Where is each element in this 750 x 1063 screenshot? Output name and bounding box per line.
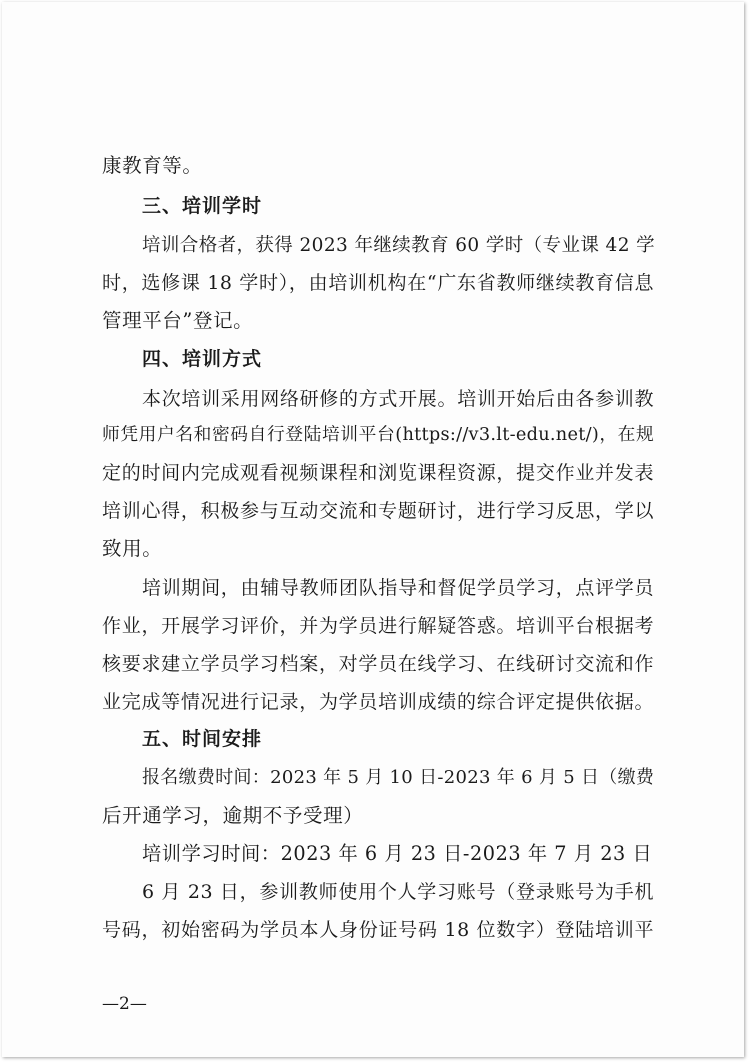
body-line: 6 月 23 日，参训教师使用个人学习账号（登录账号为手机 [142,881,654,903]
section-heading-method: 四、培训方式 [142,348,263,370]
body-line: 核要求建立学员学习档案，对学员在线学习、在线研讨交流和作 [102,653,654,675]
section-heading-hours: 三、培训学时 [142,195,263,217]
body-line: 致用。 [102,537,163,560]
body-line: 师凭用户名和密码自行登陆培训平台(https://v3.lt-edu.net/)，在规 [102,425,654,445]
body-line: 培训期间，由辅导教师团队指导和督促学员学习，点评学员 [142,577,654,599]
body-line: 培训学习时间：2023 年 6 月 23 日-2023 年 7 月 23 日 [142,842,653,865]
document-page [2,2,744,1057]
body-line: 后开通学习，逾期不予受理） [102,804,364,827]
body-line: 培训合格者，获得 2023 年继续教育 60 学时（专业课 42 学 [142,235,656,256]
body-line: 时，选修课 18 学时），由培训机构在“广东省教师继续教育信息 [102,272,654,294]
page-number: —2— [102,994,147,1014]
body-line: 号码，初始密码为学员本人身份证号码 18 位数字）登陆培训平 [102,919,654,941]
section-heading-schedule: 五、时间安排 [142,728,263,750]
body-line: 定的时间内完成观看视频课程和浏览课程资源，提交作业并发表 [102,462,654,484]
body-line: 培训心得，积极参与互动交流和专题研讨，进行学习反思，学以 [102,500,654,522]
body-line: 报名缴费时间：2023 年 5 月 10 日-2023 年 6 月 5 日（缴费 [142,767,655,788]
body-line: 本次培训采用网络研修的方式开展。培训开始后由各参训教 [142,388,654,410]
body-line: 业完成等情况进行记录，为学员培训成绩的综合评定提供依据。 [102,691,654,713]
body-line: 作业，开展学习评价，并为学员进行解疑答惑。培训平台根据考 [102,615,654,637]
body-line: 康教育等。 [102,154,203,177]
body-line: 管理平台”登记。 [102,309,254,332]
